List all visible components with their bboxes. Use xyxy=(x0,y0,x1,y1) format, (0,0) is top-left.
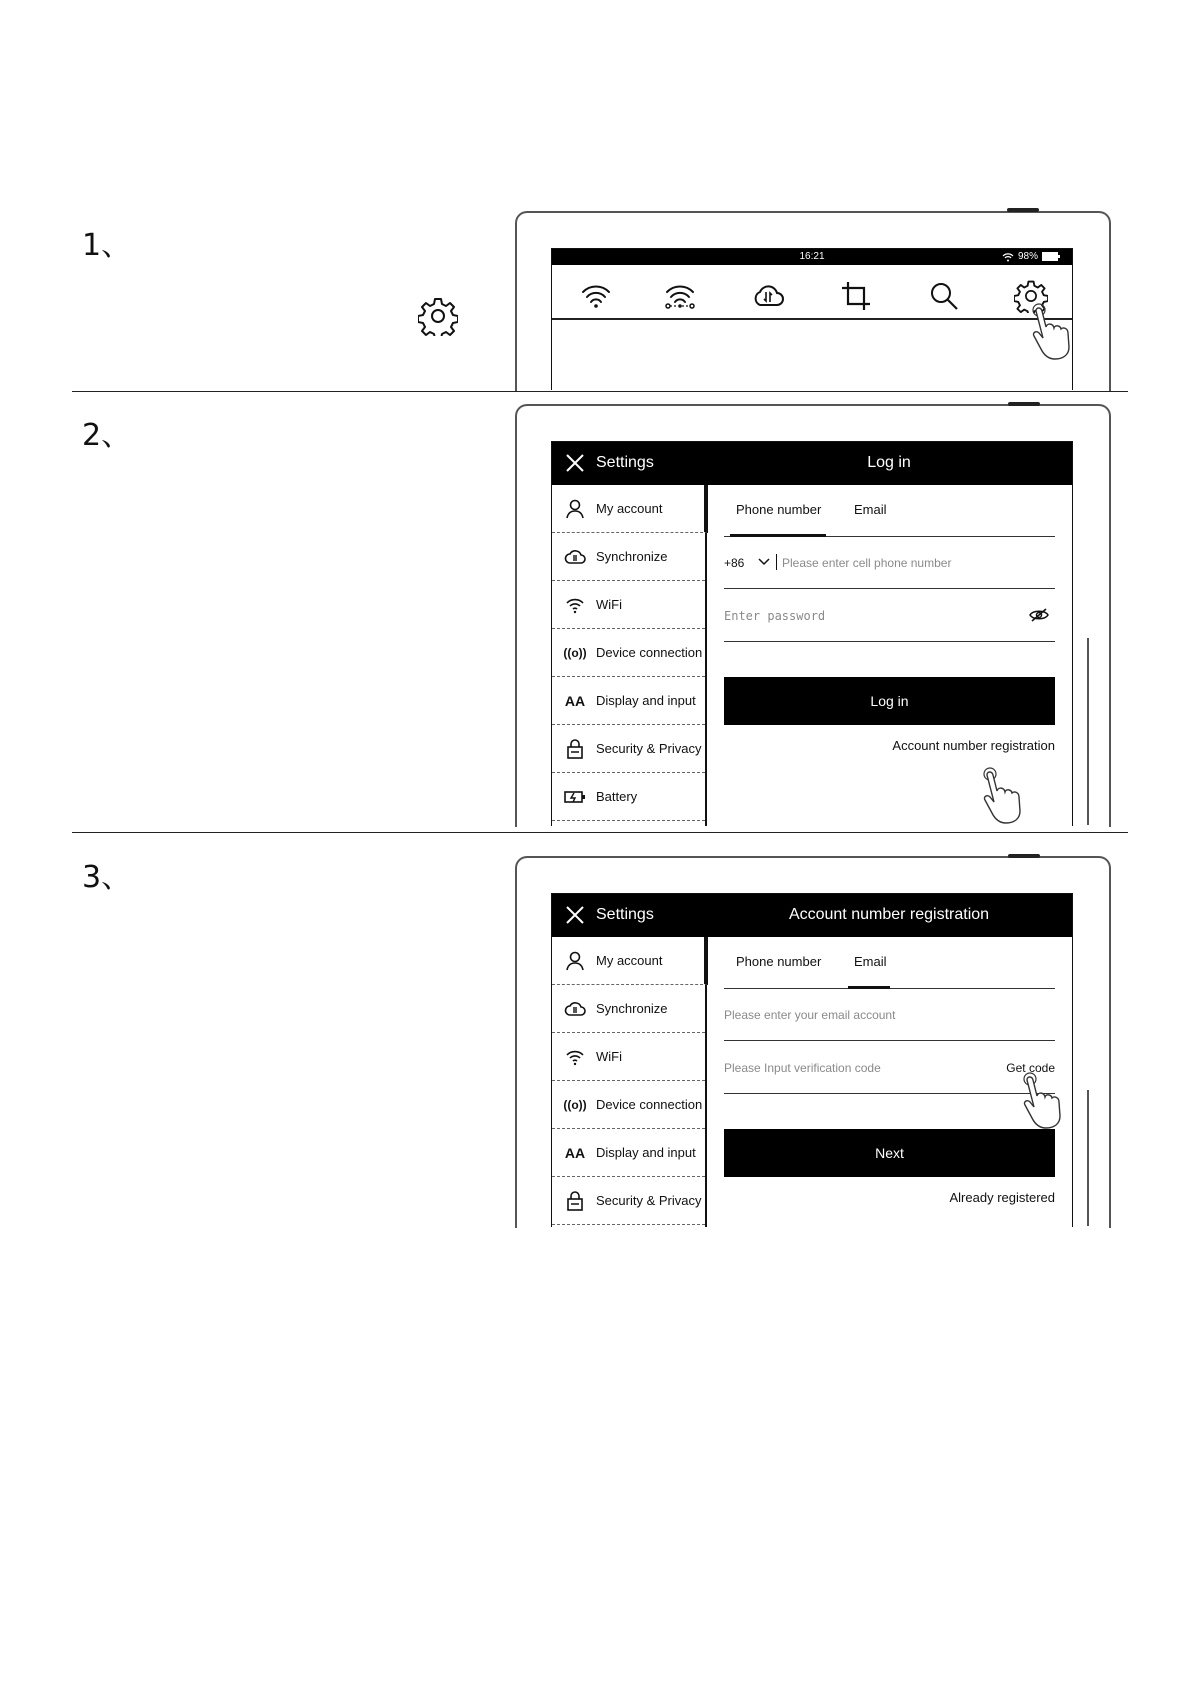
step-number-3: 3、 xyxy=(82,860,132,895)
country-code[interactable]: +86 xyxy=(724,556,745,570)
sidebar-item-device-connection[interactable] xyxy=(552,1081,705,1129)
wifi-status-icon xyxy=(1002,252,1014,262)
next-button[interactable]: Next xyxy=(724,1129,1055,1177)
step-number-2: 2、 xyxy=(82,418,132,453)
phone-field[interactable] xyxy=(724,536,1055,589)
sidebar-item-synchronize[interactable] xyxy=(552,533,705,581)
power-button xyxy=(1008,402,1040,406)
wifi-icon[interactable] xyxy=(579,279,613,313)
email-input[interactable]: Please enter your email account xyxy=(724,1008,896,1022)
sidebar-item-display-input[interactable] xyxy=(552,677,705,725)
tablet-side-rail xyxy=(1087,1090,1089,1226)
verification-code-input[interactable]: Please Input verification code xyxy=(724,1061,881,1075)
account-registration-link[interactable]: Account number registration xyxy=(892,738,1055,753)
text-cursor xyxy=(776,554,777,570)
font-size-icon: AA xyxy=(564,692,586,709)
sidebar-item-label: Battery xyxy=(596,789,638,804)
settings-label: Settings xyxy=(596,906,654,923)
settings-label: Settings xyxy=(596,454,654,471)
sidebar-item-label: Security & Privacy xyxy=(596,1193,702,1208)
device-connection-icon: ((o)) xyxy=(563,1097,587,1112)
registration-tabs xyxy=(724,937,1055,989)
sidebar-item-label: My account xyxy=(596,501,663,516)
registration-screen xyxy=(551,893,1073,1227)
lock-icon xyxy=(564,738,586,760)
device-connection-icon: ((o)) xyxy=(563,645,587,660)
verification-code-field[interactable] xyxy=(724,1041,1055,1094)
user-icon xyxy=(564,498,586,520)
battery-percent: 98% xyxy=(1017,251,1038,262)
sidebar-item-label: Device connection xyxy=(596,1097,703,1112)
close-icon[interactable] xyxy=(564,904,586,926)
gear-icon xyxy=(418,296,458,336)
panel-divider xyxy=(552,318,1072,320)
power-button xyxy=(1008,854,1040,858)
crop-icon[interactable] xyxy=(839,279,873,313)
step-number-1: 1、 xyxy=(82,228,132,263)
settings-sidebar xyxy=(552,937,707,1227)
wifi-icon xyxy=(564,1046,586,1068)
sidebar-item-my-account[interactable] xyxy=(552,937,708,985)
sidebar-item-wifi[interactable] xyxy=(552,581,705,629)
chevron-down-icon[interactable] xyxy=(758,558,770,566)
email-field[interactable] xyxy=(724,988,1055,1041)
power-button xyxy=(1007,208,1039,212)
status-time: 16:21 xyxy=(799,251,825,262)
sidebar-item-label: Display and input xyxy=(596,693,696,708)
sidebar-item-label: Security & Privacy xyxy=(596,741,702,756)
separator-1 xyxy=(72,391,1128,392)
cloud-sync-icon xyxy=(564,546,586,568)
sidebar-item-label: Synchronize xyxy=(596,1001,668,1016)
lock-icon xyxy=(564,1190,586,1212)
page-title: Log in xyxy=(867,454,911,471)
sidebar-item-security[interactable] xyxy=(552,1177,705,1225)
tab-phone-number[interactable]: Phone number xyxy=(736,954,822,969)
sidebar-item-battery[interactable] xyxy=(552,773,705,821)
sidebar-item-label: Display and input xyxy=(596,1145,696,1160)
eye-hidden-icon[interactable] xyxy=(1029,607,1049,623)
page-title: Account number registration xyxy=(788,906,990,923)
sidebar-item-device-connection[interactable] xyxy=(552,629,705,677)
tap-hand-icon xyxy=(1018,1070,1074,1132)
sidebar-item-label: My account xyxy=(596,953,663,968)
settings-header xyxy=(552,894,1072,937)
tablet-side-rail xyxy=(1087,638,1089,825)
get-code-button[interactable]: Get code xyxy=(1006,1061,1055,1075)
tap-hand-icon xyxy=(980,765,1032,827)
password-field[interactable] xyxy=(724,589,1055,642)
tab-phone-number[interactable]: Phone number xyxy=(736,502,822,517)
settings-sidebar xyxy=(552,485,707,826)
wifi-icon xyxy=(564,594,586,616)
already-registered-link[interactable]: Already registered xyxy=(949,1190,1055,1205)
close-icon[interactable] xyxy=(564,452,586,474)
user-icon xyxy=(564,950,586,972)
sidebar-item-label: WiFi xyxy=(596,597,622,612)
sidebar-item-display-input[interactable] xyxy=(552,1129,705,1177)
status-bar xyxy=(552,249,1072,265)
hotspot-icon[interactable] xyxy=(663,279,697,313)
sidebar-item-label: WiFi xyxy=(596,1049,622,1064)
battery-status-icon xyxy=(1042,252,1060,261)
separator-2 xyxy=(72,832,1128,833)
sidebar-item-synchronize[interactable] xyxy=(552,985,705,1033)
search-icon[interactable] xyxy=(927,279,961,313)
login-button[interactable]: Log in xyxy=(724,677,1055,725)
phone-input[interactable]: Please enter cell phone number xyxy=(782,556,952,570)
login-tabs xyxy=(724,485,1055,537)
font-size-icon: AA xyxy=(564,1144,586,1161)
settings-header xyxy=(552,442,1072,485)
sidebar-item-security[interactable] xyxy=(552,725,705,773)
battery-icon xyxy=(564,786,586,808)
tap-hand-icon xyxy=(1030,301,1080,363)
password-input[interactable]: Enter password xyxy=(724,609,826,623)
quick-panel-screen xyxy=(551,248,1073,390)
sidebar-item-label: Device connection xyxy=(596,645,703,660)
sidebar-item-label: Synchronize xyxy=(596,549,668,564)
tab-email[interactable]: Email xyxy=(854,502,887,517)
sidebar-item-wifi[interactable] xyxy=(552,1033,705,1081)
cloud-sync-icon[interactable] xyxy=(751,279,785,313)
sidebar-item-my-account[interactable] xyxy=(552,485,708,533)
cloud-sync-icon xyxy=(564,998,586,1020)
tab-email[interactable]: Email xyxy=(854,954,887,969)
